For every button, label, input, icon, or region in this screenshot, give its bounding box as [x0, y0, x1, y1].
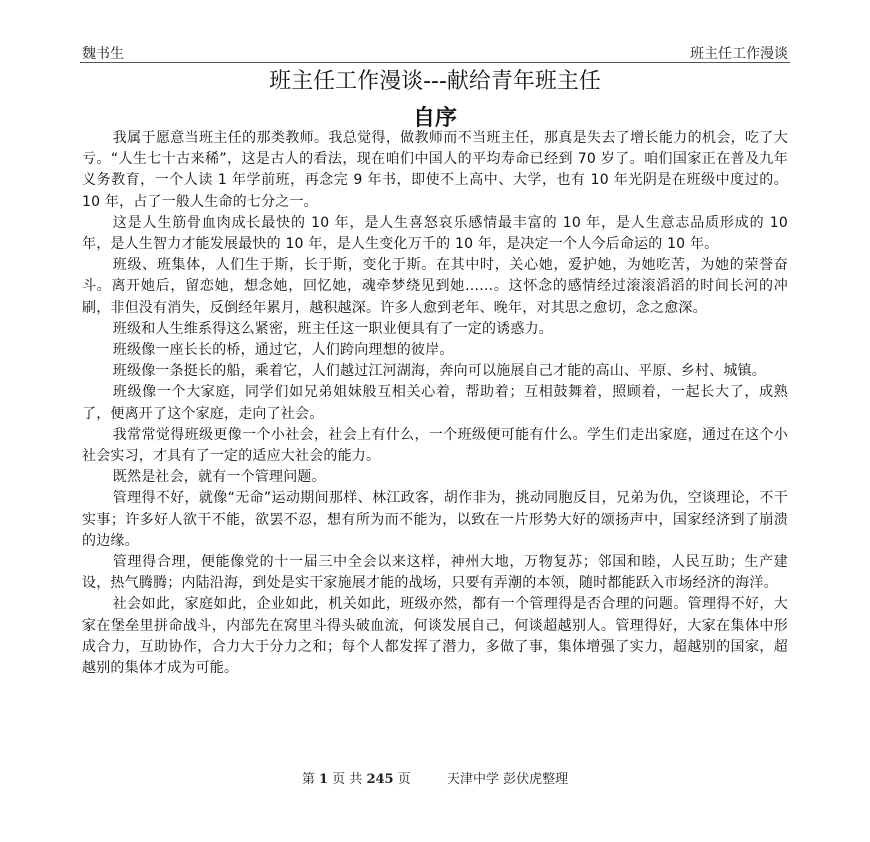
paragraph: 我常常觉得班级更像一个小社会，社会上有什么，一个班级便可能有什么。学生们走出家庭，通过在这个小社会实习，才具有了一定的适应大社会的能力。	[82, 426, 788, 465]
footer-page-total: 245	[366, 772, 394, 787]
paragraph: 我属于愿意当班主任的那类教师。我总觉得，做教师而不当班主任，那真是失去了增长能力的机会，吃了大亏。“人生七十古来稀”，这是古人的看法，现在咱们中国人的平均寿命已经到 70 岁了。咱们国家正在普及九年义务教育，一个人读 1 年学前班，再念完 9 年书，即使不上高中、大学，也有 10 年光阴是在班级中度过的。10 年，占了一般人生命的七分之一。	[82, 130, 788, 210]
paragraph: 这是人生筋骨血肉成长最快的 10 年，是人生喜怒哀乐感情最丰富的 10 年，是人生意志品质形成的 10 年，是人生智力才能发展最快的 10 年，是人生变化万千的 10 年，是决定一个人今后命运的 10 年。	[82, 214, 788, 253]
header-book-title: 班主任工作漫谈	[690, 46, 788, 62]
paragraph: 班级和人生维系得这么紧密，班主任这一职业便具有了一定的诱惑力。	[112, 320, 553, 337]
paragraph: 班级像一条挺长的船，乘着它，人们越过江河湖海，奔向可以施展自己才能的高山、平原、乡村、城镇。	[112, 363, 766, 380]
page-title: 班主任工作漫谈---献给青年班主任	[269, 69, 601, 94]
footer-page-prefix: 第	[301, 772, 315, 787]
paragraph: 既然是社会，就有一个管理问题。	[112, 469, 326, 486]
paragraph: 管理得合理，便能像党的十一届三中全会以来这样，神州大地，万物复苏；邻国和睦，人民互助；生产建设，热气腾腾；内陆沿海，到处是实干家施展才能的战场，只要有弄潮的本领，随时都能跃入市场经济的海洋。	[82, 554, 788, 592]
page-footer	[0, 768, 870, 787]
header-author: 魏书生	[82, 46, 124, 62]
paragraph: 管理得不好，就像“无命”运动期间那样、林江政客，胡作非为，挑动同胞反目，兄弟为仇，空谈理论，不干实事；许多好人欲干不能，欲罢不忍，想有所为而不能为，以致在一片形势大好的颂扬声中，国家经济到了崩溃的边缘。	[82, 490, 788, 549]
footer-page-suffix: 页	[397, 772, 411, 787]
paragraph: 班级、班集体，人们生于斯，长于斯，变化于斯。在其中时，关心她，爱护她，为她吃苦，为她的荣誉奋斗。离开她后，留恋她，想念她，回忆她，魂牵梦绕见到她……。这怀念的感情经过滚滚滔滔的时间长河的冲刷，非但没有消失，反倒经年累月，越积越深。许多人愈到老年、晚年，对其思之愈切，念之愈深。	[82, 257, 788, 316]
footer-credit: 天津中学 彭伏虎整理	[447, 772, 569, 787]
header-rule	[80, 62, 790, 63]
paragraph: 社会如此，家庭如此，企业如此，机关如此，班级亦然，都有一个管理得是否合理的问题。管理得不好，大家在堡垒里拼命战斗，内部先在窝里斗得头破血流，何谈发展自己，何谈超越别人。管理得好，大家在集体中形成合力，互助协作，合力大于分力之和；每个人都发挥了潜力，多做了事，集体增强了实力，超越别的国家，超越别的集体才成为可能。	[82, 596, 788, 677]
paragraph: 班级像一个大家庭，同学们如兄弟姐妹般互相关心着，帮助着；互相鼓舞着，照顾着，一起长大了，成熟了，便离开了这个家庭，走向了社会。	[82, 384, 788, 422]
section-title: 自序	[412, 106, 457, 131]
footer-page-mid: 页 共	[332, 772, 363, 787]
footer-page-number: 1	[318, 772, 329, 787]
paragraph: 班级像一座长长的桥，通过它，人们跨向理想的彼岸。	[112, 342, 454, 359]
body-text	[82, 128, 788, 679]
